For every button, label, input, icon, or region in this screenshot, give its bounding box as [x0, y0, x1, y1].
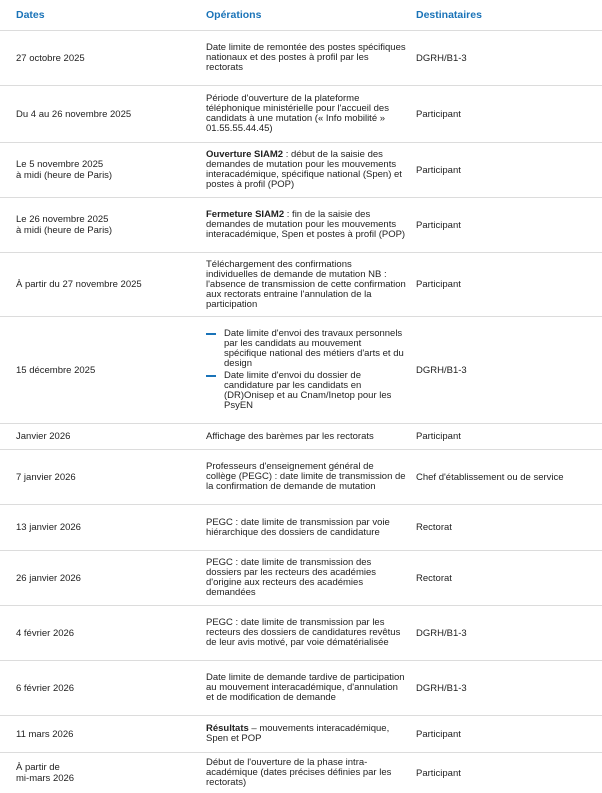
table-row [0, 450, 602, 505]
table-header [0, 0, 602, 31]
row-date: Le 26 novembre 2025 à midi (heure de Paris) [16, 214, 113, 236]
row-recipient: DGRH/B1-3 [416, 52, 467, 64]
header-recipients: Destinataires [416, 9, 482, 21]
row-date: 13 janvier 2026 [16, 522, 81, 533]
row-operation: Affichage des barèmes par les rectorats [206, 430, 374, 442]
table-row [0, 198, 602, 253]
row-recipient: DGRH/B1-3 [416, 364, 467, 376]
row-operation: Date limite de remontée des postes spécifiques nationaux et des postes à profil par les rectorats [206, 42, 406, 73]
row-date: À partir de mi-mars 2026 [16, 762, 75, 784]
row-operation: PEGC : date limite de transmission par voie hiérarchique des dossiers de candidature [206, 516, 390, 538]
row-recipient: Participant [416, 108, 461, 120]
row-operation: Téléchargement des confirmations individuelles de demande de mutation NB : l'absence de transmission de cette confirmation aux rectorats entraine l'annulation de la participation [206, 258, 406, 310]
table-row [0, 31, 602, 86]
table-row [0, 86, 602, 143]
bullet-text: Date limite d'envoi des travaux personnels par les candidats au mouvement spécifique national des métiers d'arts et du design [224, 328, 404, 369]
row-recipient: Chef d'établissement ou de service [416, 471, 564, 483]
header-operations: Opérations [206, 9, 262, 21]
table-row [0, 661, 602, 716]
row-recipient: Participant [416, 219, 461, 231]
row-operation: Date limite de demande tardive de participation au mouvement interacadémique, d'annulation et de modification de demande [206, 672, 405, 703]
row-date: 7 janvier 2026 [16, 471, 76, 483]
row-date: 26 janvier 2026 [16, 572, 81, 584]
row-recipient: Rectorat [416, 572, 452, 584]
row-operation: PEGC : date limite de transmission par les recteurs des dossiers de candidatures revêtus de leur avis motivé, par voie dématérialisée [206, 617, 401, 648]
row-date: Du 4 au 26 novembre 2025 [16, 108, 132, 120]
operation-text: – mouvements interacadémique, Spen et POP [206, 723, 390, 744]
bullet-item [206, 371, 406, 411]
row-operation: Période d'ouverture de la plateforme téléphonique ministérielle pour l'accueil des candidats à une mutation (« Info mobilité » 01.55.55.44.45) [206, 93, 389, 134]
operation-keyword: Ouverture SIAM2 [206, 149, 284, 160]
row-operation [206, 327, 412, 413]
table-row [0, 716, 602, 753]
row-recipient: Participant [416, 767, 461, 779]
table-row [0, 253, 602, 317]
row-date: Le 5 novembre 2025 à midi (heure de Paris) [16, 159, 113, 181]
row-operation: Début de l'ouverture de la phase intra-académique (dates précises définies par les rectorats) [206, 757, 392, 788]
bullet-text: Date limite d'envoi du dossier de candidature par les candidats en (DR)Onisep et au Cnam/Inetop pour les PsyEN [224, 370, 392, 411]
table-row [0, 424, 602, 450]
row-recipient: Participant [416, 431, 461, 442]
dash-bullet-icon [206, 333, 216, 335]
row-date: À partir du 27 novembre 2025 [16, 279, 142, 290]
operation-keyword: Fermeture SIAM2 [206, 209, 285, 220]
row-recipient: Rectorat [416, 522, 452, 533]
table-row [0, 551, 602, 606]
row-date: 4 février 2026 [16, 627, 75, 639]
row-recipient: DGRH/B1-3 [416, 682, 467, 694]
header-dates: Dates [16, 9, 45, 21]
table-row [0, 317, 602, 424]
operation-text: : fin de la saisie des demandes de mutation pour les mouvements interacadémique, Spen et postes à profil (POP) [206, 209, 406, 240]
row-date: 11 mars 2026 [16, 728, 74, 740]
row-operation [206, 150, 412, 190]
operation-text: : début de la saisie des demandes de mutation pour les mouvements interacadémique, spécifique national (Spen) et postes à profil (POP) [206, 149, 402, 190]
row-date: Janvier 2026 [16, 431, 71, 442]
operation-keyword: Résultats [206, 723, 249, 734]
row-date: 6 février 2026 [16, 682, 75, 694]
row-operation: Professeurs d'enseignement général de collège (PEGC) : date limite de transmission de la confirmation de demande de mutation [206, 461, 406, 492]
row-recipient: Participant [416, 164, 461, 176]
table-row [0, 143, 602, 198]
table-row [0, 505, 602, 551]
row-date: 27 octobre 2025 [16, 52, 85, 64]
row-operation [206, 210, 412, 240]
row-recipient: Participant [416, 728, 461, 740]
bullet-item [206, 329, 406, 369]
table-row [0, 606, 602, 661]
row-operation [206, 724, 412, 744]
row-date: 15 décembre 2025 [16, 364, 96, 376]
row-operation: PEGC : date limite de transmission des dossiers par les recteurs des académies d'origine aux recteurs des académies demandées [206, 557, 377, 598]
dash-bullet-icon [206, 375, 216, 377]
row-recipient: Participant [416, 279, 461, 290]
row-recipient: DGRH/B1-3 [416, 627, 467, 639]
table-row [0, 753, 602, 793]
